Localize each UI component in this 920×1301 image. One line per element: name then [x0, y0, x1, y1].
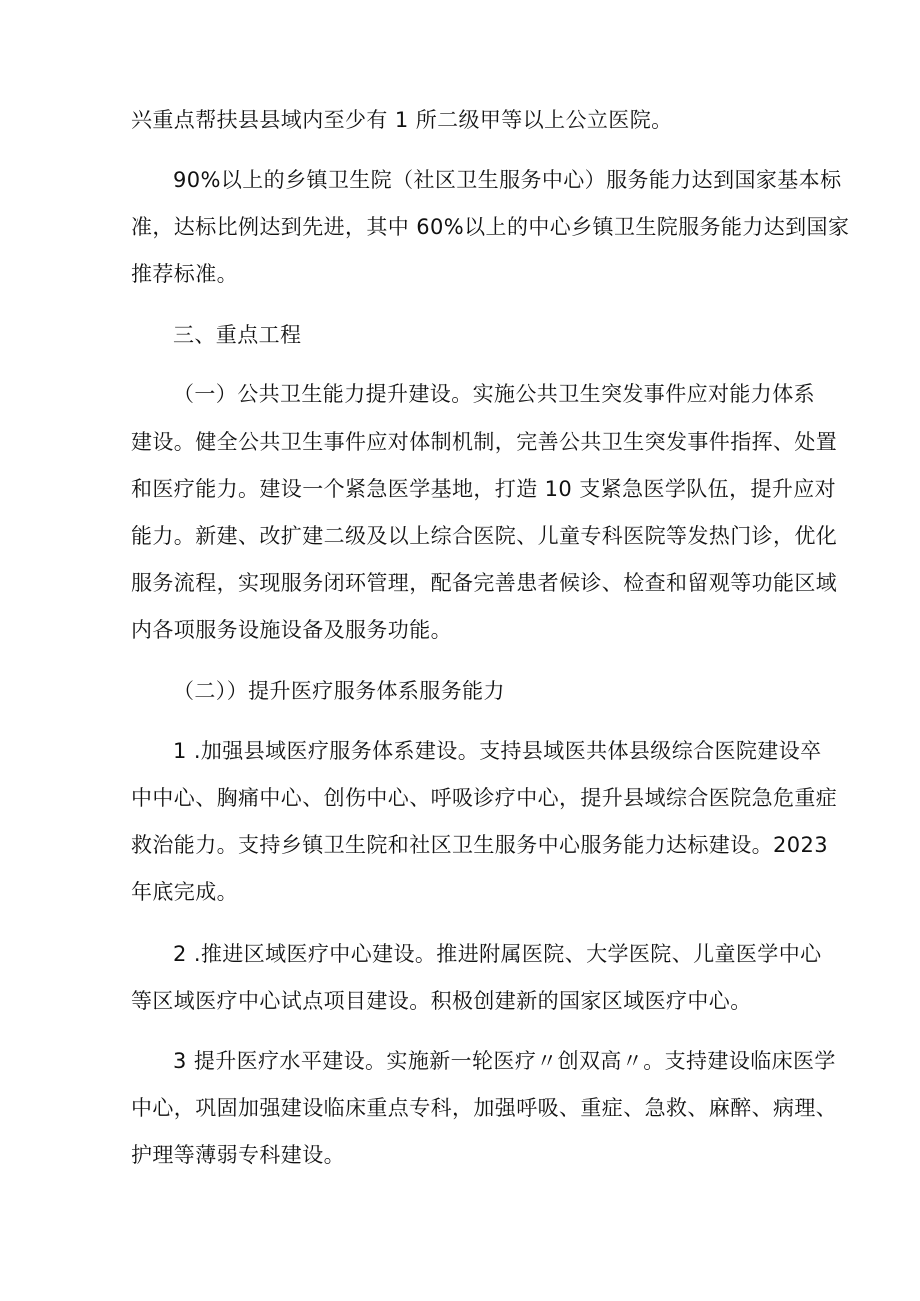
paragraph-first-line: （一）公共卫生能力提升建设。实施公共卫生突发事件应对能力体系: [173, 382, 815, 406]
text-line: 内各项服务设施设备及服务功能。: [131, 618, 452, 642]
paragraph-first-line: 1 .加强县域医疗服务体系建设。支持县域医共体县级综合医院建设卒: [173, 739, 822, 763]
text-line: 年底完成。: [131, 880, 238, 904]
text-line: 能力。新建、改扩建二级及以上综合医院、儿童专科医院等发热门诊，优化: [131, 524, 838, 548]
section-heading: 三、重点工程: [173, 323, 302, 347]
text-line: 建设。健全公共卫生事件应对体制机制，完善公共卫生突发事件指挥、处置: [131, 430, 838, 454]
paragraph-first-line: 90%以上的乡镇卫生院（社区卫生服务中心）服务能力达到国家基本标: [173, 168, 842, 192]
text-line: 推荐标准。: [131, 262, 238, 286]
text-line: 护理等薄弱专科建设。: [131, 1143, 345, 1167]
text-line: 等区域医疗中心试点项目建设。积极创建新的国家区域医疗中心。: [131, 989, 752, 1013]
subsection-heading: （二））提升医疗服务体系服务能力: [173, 679, 505, 703]
text-line: 中心，巩固加强建设临床重点专科，加强呼吸、重症、急救、麻醉、病理、: [131, 1096, 838, 1120]
text-line: 中中心、胸痛中心、创伤中心、呼吸诊疗中心，提升县域综合医院急危重症: [131, 786, 838, 810]
paragraph-first-line: 3 提升医疗水平建设。实施新一轮医疗〃创双高〃。支持建设临床医学: [173, 1049, 836, 1073]
text-line: 和医疗能力。建设一个紧急医学基地，打造 10 支紧急医学队伍，提升应对: [131, 477, 837, 501]
text-line: 救治能力。支持乡镇卫生院和社区卫生服务中心服务能力达标建设。2023: [131, 833, 829, 857]
text-line: 准，达标比例达到先进，其中 60%以上的中心乡镇卫生院服务能力达到国家: [131, 215, 850, 239]
text-line: 兴重点帮扶县县域内至少有 1 所二级甲等以上公立医院。: [131, 108, 673, 132]
text-line: 服务流程，实现服务闭环管理，配备完善患者候诊、检查和留观等功能区域: [131, 571, 838, 595]
paragraph-first-line: 2 .推进区域医疗中心建设。推进附属医院、大学医院、儿童医学中心: [173, 942, 822, 966]
